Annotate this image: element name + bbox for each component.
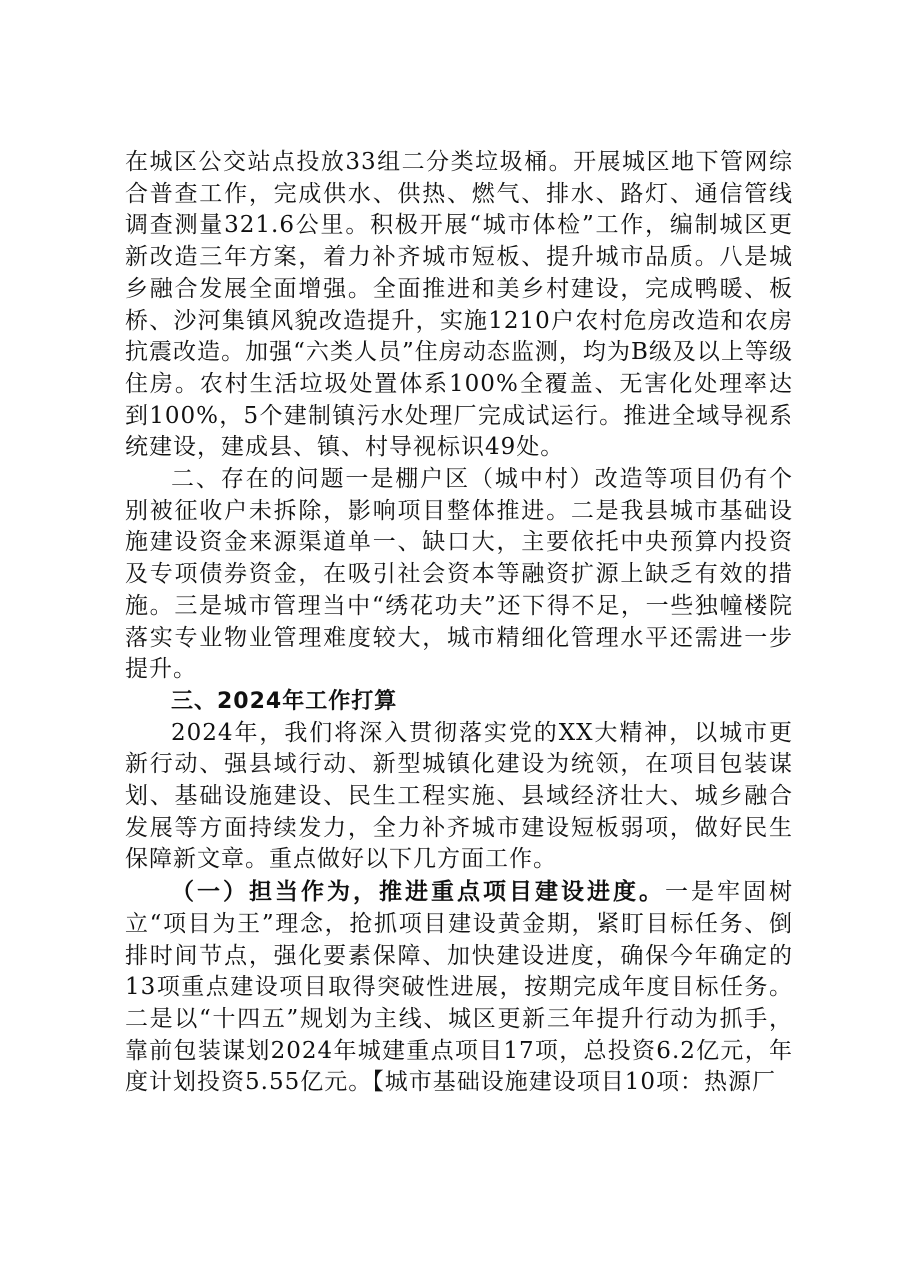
paragraph-2024-overview: 2024年，我们将深入贯彻落实党的XX大精神，以城市更新行动、强县域行动、新型城镇化建设为统领，在项目包装谋划、基础设施建设、民生工程实施、县域经济壮大、城乡融合发展等方面持续发力，全力补齐城市建设短板弱项，做好民生保障新文章。重点做好以下几方面工作。 bbox=[125, 719, 793, 873]
paragraph-urban-rural-integration: 在城区公交站点投放33组二分类垃圾桶。开展城区地下管网综合普查工作，完成供水、供热、燃气、排水、路灯、通信管线调查测量321.6公里。积极开展“城市体检”工作，编制城区更新改造三年方案，着力补齐城市短板、提升城市品质。八是城乡融合发展全面增强。全面推进和美乡村建设，完成鸭暖、板桥、沙河集镇风貌改造提升，实施1210户农村危房改造和农房抗震改造。加强“六类人员”住房动态监测，均为B级及以上等级住房。农村生活垃圾处置体系100%全覆盖、无害化处理率达到100%，5个建制镇污水处理厂完成试运行。推进全域导视系统建设，建成县、镇、村导视标识49处。 bbox=[125, 149, 793, 461]
subheading-key-projects: （一）担当作为，推进重点项目建设进度。 bbox=[171, 878, 665, 906]
paragraph-key-projects bbox=[125, 876, 793, 1099]
paragraph-key-projects-body: 一是牢固树立“项目为王”理念，抢抓项目建设黄金期，紧盯目标任务、倒排时间节点，强化要素保障、加快建设进度，确保今年确定的13项重点建设项目取得突破性进展，按期完成年度目标任务。二是以“十四五”规划为主线、城区更新三年提升行动为抓手，靠前包装谋划2024年城建重点项目17项，总投资6.2亿元，年度计划投资5.55亿元。【城市基础设施建设项目10项：热源厂 bbox=[125, 879, 793, 1096]
paragraph-existing-problems: 二、存在的问题一是棚户区（城中村）改造等项目仍有个别被征收户未拆除，影响项目整体推进。二是我县城市基础设施建设资金来源渠道单一、缺口大，主要依托中央预算内投资及专项债券资金，在吸引社会资本等融资扩源上缺乏有效的措施。三是城市管理当中“绣花功夫”还下得不足，一些独幢楼院落实专业物业管理难度较大，城市精细化管理水平还需进一步提升。 bbox=[125, 466, 793, 683]
section-heading-2024-plan: 三、2024年工作打算 bbox=[171, 688, 398, 714]
document-body bbox=[125, 147, 793, 1099]
